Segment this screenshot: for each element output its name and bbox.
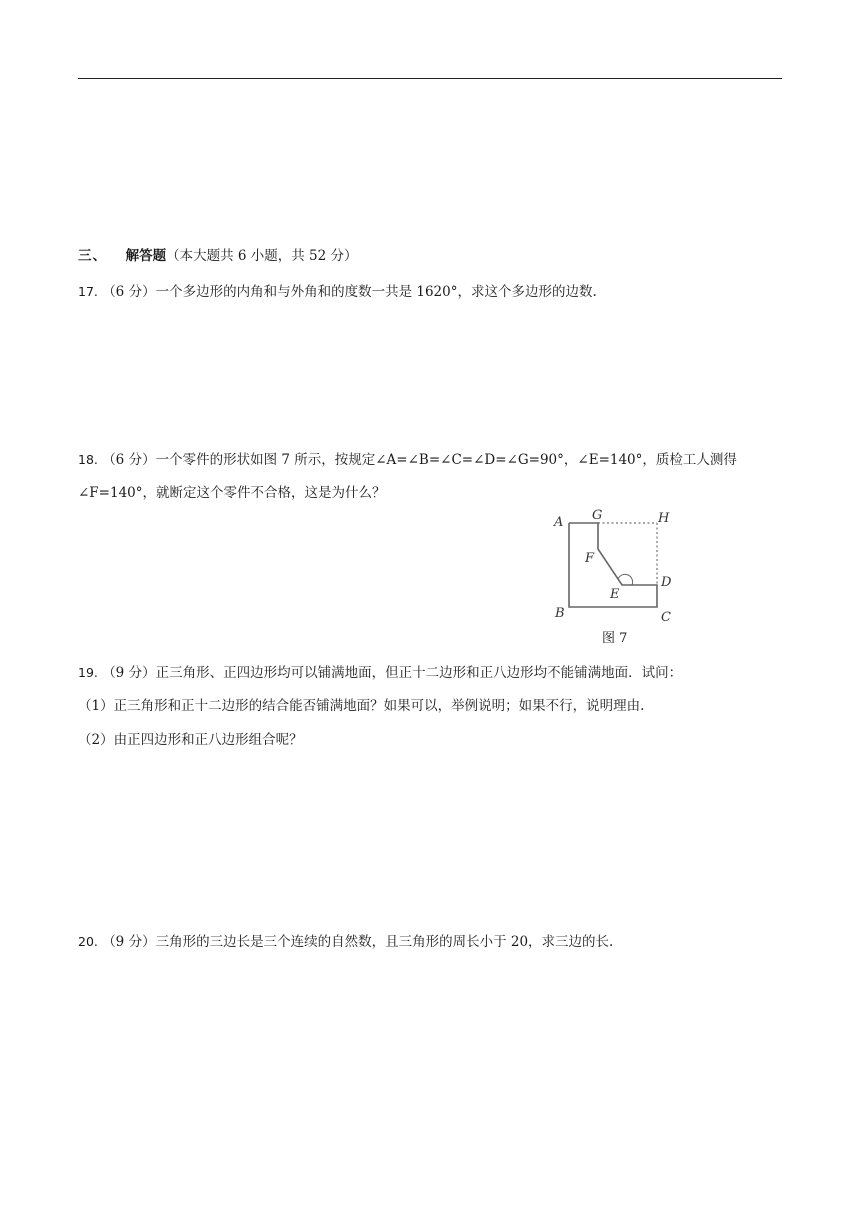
label-h: H [658, 511, 670, 526]
question-20-number: 20. [78, 934, 98, 949]
question-18-score: （6 分） [102, 452, 156, 468]
question-17-text: 一个多边形的内角和与外角和的度数一共是 1620°，求这个多边形的边数. [155, 284, 597, 300]
label-b: B [555, 606, 565, 621]
question-19-text: 正三角形、正四边形均可以铺满地面，但正十二边形和正八边形均不能铺满地面．试问： [155, 665, 683, 681]
question-20-score: （9 分） [102, 934, 156, 950]
section-heading [78, 247, 358, 265]
label-g: G [592, 508, 603, 523]
question-17-score: （6 分） [102, 284, 156, 300]
figure-caption: 图 7 [602, 631, 628, 646]
question-20 [78, 933, 613, 951]
question-17 [78, 283, 597, 301]
part-diagram [546, 506, 686, 630]
question-19-number: 19. [78, 665, 98, 680]
label-d: D [661, 575, 672, 590]
question-18-text-2: ∠F=140°，就断定这个零件不合格，这是为什么？ [78, 485, 386, 501]
question-18-line-1 [78, 451, 737, 469]
section-title: 解答题 [125, 248, 167, 264]
question-18-text-1: 一个零件的形状如图 7 所示，按规定∠A=∠B=∠C=∠D=∠G=90°，∠E=140°，质检工人测得 [155, 452, 737, 468]
question-17-number: 17. [78, 284, 98, 299]
question-19-score: （9 分） [102, 665, 156, 681]
label-c: C [661, 610, 671, 625]
header-rule [78, 78, 782, 79]
section-number: 三、 [78, 248, 107, 264]
question-19 [78, 664, 682, 682]
question-19-sub-1: （1）正三角形和正十二边形的结合能否铺满地面？如果可以，举例说明；如果不行，说明理由. [78, 698, 645, 714]
section-note: （本大题共 6 小题，共 52 分） [166, 248, 358, 264]
question-20-text: 三角形的三边长是三个连续的自然数，且三角形的周长小于 20，求三边的长. [155, 934, 614, 950]
label-e: E [610, 587, 620, 602]
question-18-number: 18. [78, 452, 98, 467]
label-a: A [554, 515, 564, 530]
question-18-line-2 [78, 484, 386, 502]
label-f: F [585, 551, 595, 566]
question-19-sub-2: （2）由正四边形和正八边形组合呢？ [78, 732, 303, 748]
